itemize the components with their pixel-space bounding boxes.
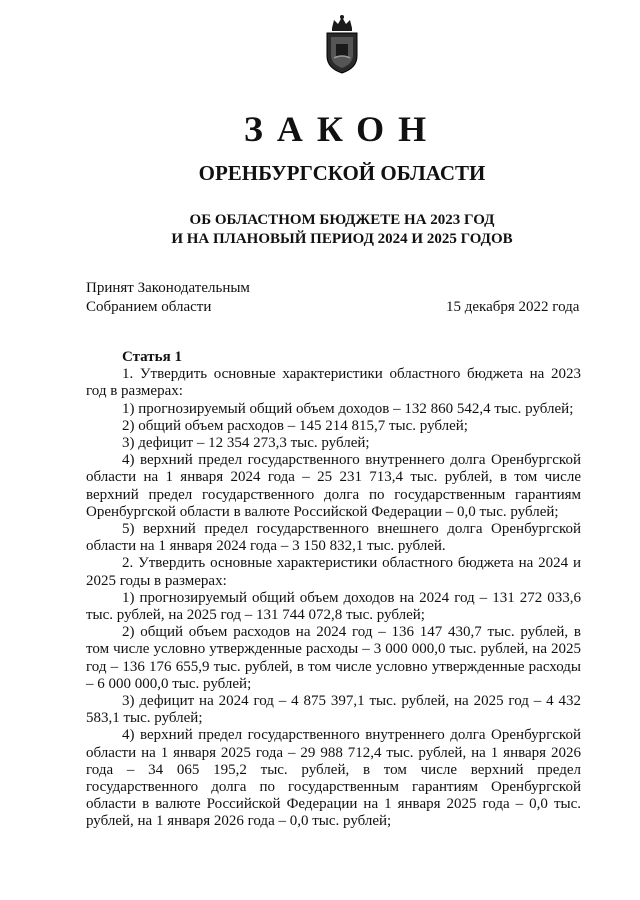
law-subject-line-2: И НА ПЛАНОВЫЙ ПЕРИОД 2024 И 2025 ГОДОВ	[171, 231, 513, 247]
article-paragraph: 2) общий объем расходов – 145 214 815,7 тыс. рублей;	[122, 417, 468, 434]
law-subject-line-1: ОБ ОБЛАСТНОМ БЮДЖЕТЕ НА 2023 ГОД	[189, 212, 495, 228]
article-paragraph: 3) дефицит на 2024 год – 4 875 397,1 тыс. рублей, на 2025 год – 4 432 583,1 тыс. рублей;	[86, 693, 581, 727]
region-title: ОРЕНБУРГСКОЙ ОБЛАСТИ	[198, 161, 486, 185]
article-paragraph: 4) верхний предел государственного внутреннего долга Оренбургской области на 1 января 2025 года – 29 988 712,4 тыс. рублей, на 1 января 2026 года – 34 065 195,2 тыс. рублей, в том числе верхний предел государственного долга по государственным гарантиям Оренбургской области в валюте Российской Федерации на 1 января 2025 года – 0,0 тыс. рублей, на 1 января 2026 года – 0,0 тыс. рублей;	[86, 727, 581, 830]
adoption-line-2: Собранием области	[86, 299, 212, 315]
article-1	[86, 349, 581, 831]
law-subject	[0, 211, 640, 249]
law-title: ЗАКОН	[243, 109, 441, 149]
article-paragraph: 2. Утвердить основные характеристики областного бюджета на 2024 и 2025 годы в размерах:	[86, 555, 581, 589]
article-paragraph: 1. Утвердить основные характеристики областного бюджета на 2023 год в размерах:	[86, 366, 581, 400]
article-heading: Статья 1	[122, 349, 182, 365]
article-paragraph: 3) дефицит – 12 354 273,3 тыс. рублей;	[122, 435, 370, 452]
adoption-line-1: Принят Законодательным	[86, 280, 250, 296]
article-paragraph: 1) прогнозируемый общий объем доходов на 2024 год – 131 272 033,6 тыс. рублей, на 2025 год – 131 744 072,8 тыс. рублей;	[86, 589, 581, 624]
coat-of-arms-icon	[322, 14, 362, 74]
article-paragraph: 2) общий объем расходов на 2024 год – 136 147 430,7 тыс. рублей, в том числе условно утвержденные расходы – 3 000 000,0 тыс. рублей, на 2025 год – 136 176 655,9 тыс. рублей, в том числе условно утвержденные расходы – 6 000 000,0 тыс. рублей;	[86, 624, 581, 692]
adoption-info	[86, 279, 250, 317]
article-paragraph: 1) прогнозируемый общий объем доходов – 132 860 542,4 тыс. рублей;	[122, 400, 574, 417]
adoption-date: 15 декабря 2022 года	[446, 299, 580, 315]
article-paragraph: 5) верхний предел государственного внешнего долга Оренбургской области на 1 января 2024 года – 3 150 832,1 тыс. рублей.	[86, 521, 581, 555]
article-paragraph: 4) верхний предел государственного внутреннего долга Оренбургской области на 1 января 2024 года – 25 231 713,4 тыс. рублей, в том числе верхний предел государственного долга по государственным гарантиям Оренбургской области в валюте Российской Федерации – 0,0 тыс. рублей;	[86, 452, 581, 520]
